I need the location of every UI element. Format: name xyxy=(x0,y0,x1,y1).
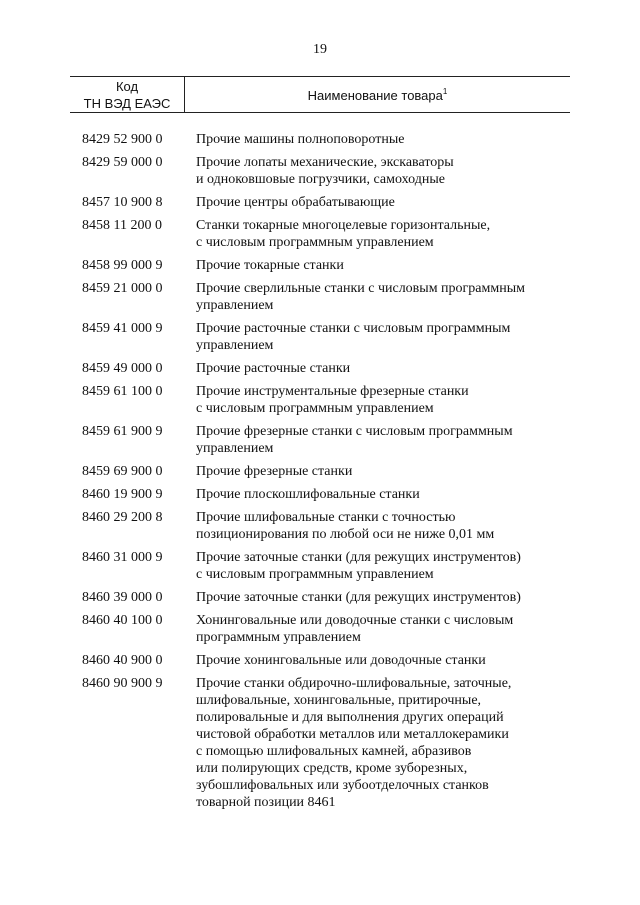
tnved-code: 8459 69 900 0 xyxy=(82,464,163,479)
goods-name-line: Прочие токарные станки xyxy=(196,258,344,273)
goods-name-line: Прочие хонинговальные или доводочные станки xyxy=(196,653,486,668)
table-row xyxy=(82,320,572,354)
goods-name-line: полировальные и для выполнения других операций xyxy=(196,710,504,725)
goods-name xyxy=(196,549,572,583)
table-row xyxy=(82,423,572,457)
header-name-column xyxy=(185,87,570,104)
table-row xyxy=(82,549,572,583)
goods-name-line: Прочие инструментальные фрезерные станки xyxy=(196,384,469,399)
goods-name xyxy=(196,589,572,606)
goods-name-line: управлением xyxy=(196,338,274,353)
goods-name xyxy=(196,612,572,646)
goods-name-line: Прочие плоскошлифовальные станки xyxy=(196,487,420,502)
tnved-code: 8459 21 000 0 xyxy=(82,281,163,296)
goods-name-line: чистовой обработки металлов или металлокерамики xyxy=(196,727,509,742)
tnved-code: 8460 40 900 0 xyxy=(82,653,163,668)
goods-name xyxy=(196,423,572,457)
goods-name xyxy=(196,194,572,211)
tnved-code: 8457 10 900 8 xyxy=(82,195,163,210)
table-row xyxy=(82,131,572,148)
table-row xyxy=(82,486,572,503)
goods-name xyxy=(196,280,572,314)
goods-name xyxy=(196,652,572,669)
goods-name-line: Прочие сверлильные станки с числовым программным xyxy=(196,281,525,296)
table-row xyxy=(82,194,572,211)
goods-name-line: Прочие машины полноповоротные xyxy=(196,132,405,147)
goods-name xyxy=(196,217,572,251)
goods-name-line: Прочие заточные станки (для режущих инструментов) xyxy=(196,550,521,565)
tnved-code: 8429 52 900 0 xyxy=(82,132,163,147)
table-row xyxy=(82,383,572,417)
tnved-code: 8460 31 000 9 xyxy=(82,550,163,565)
goods-name-line: Прочие станки обдирочно-шлифовальные, заточные, xyxy=(196,676,512,691)
goods-name-line: Станки токарные многоцелевые горизонтальные, xyxy=(196,218,491,233)
goods-name xyxy=(196,383,572,417)
goods-name xyxy=(196,154,572,188)
goods-name xyxy=(196,486,572,503)
goods-name-line: или полирующих средств, кроме зуборезных, xyxy=(196,761,468,776)
goods-name xyxy=(196,675,572,811)
table-row xyxy=(82,675,572,811)
tnved-code: 8459 49 000 0 xyxy=(82,361,163,376)
goods-name-line: с числовым программным управлением xyxy=(196,401,434,416)
goods-table-body xyxy=(82,131,572,817)
goods-name-line: зубошлифовальных или зубоотделочных станков xyxy=(196,778,489,793)
goods-name-line: с числовым программным управлением xyxy=(196,567,434,582)
goods-name-line: позиционирования по любой оси не ниже 0,01 мм xyxy=(196,527,495,542)
goods-name-line: Прочие лопаты механические, экскаваторы xyxy=(196,155,454,170)
table-row xyxy=(82,612,572,646)
tnved-code: 8460 40 100 0 xyxy=(82,613,163,628)
goods-name-line: с числовым программным управлением xyxy=(196,235,434,250)
table-row xyxy=(82,589,572,606)
tnved-code: 8429 59 000 0 xyxy=(82,155,163,170)
tnved-code: 8460 39 000 0 xyxy=(82,590,163,605)
table-row xyxy=(82,360,572,377)
goods-name-line: с помощью шлифовальных камней, абразивов xyxy=(196,744,472,759)
table-row xyxy=(82,217,572,251)
goods-name xyxy=(196,131,572,148)
tnved-code: 8459 41 000 9 xyxy=(82,321,163,336)
table-row xyxy=(82,257,572,274)
tnved-code: 8459 61 100 0 xyxy=(82,384,163,399)
goods-name-line: Хонинговальные или доводочные станки с числовым xyxy=(196,613,514,628)
goods-name xyxy=(196,463,572,480)
tnved-code: 8460 19 900 9 xyxy=(82,487,163,502)
tnved-code: 8460 90 900 9 xyxy=(82,676,163,691)
goods-name-line: шлифовальные, хонинговальные, притирочные, xyxy=(196,693,482,708)
goods-name-line: Прочие расточные станки xyxy=(196,361,351,376)
header-code-line2: ТН ВЭД ЕАЭС xyxy=(83,96,171,111)
goods-name-line: и одноковшовые погрузчики, самоходные xyxy=(196,172,445,187)
table-row xyxy=(82,509,572,543)
header-name-label: Наименование товара xyxy=(307,88,443,103)
header-code-line1: Код xyxy=(115,79,139,94)
table-header-rule xyxy=(70,112,570,113)
table-row xyxy=(82,463,572,480)
goods-name-line: Прочие расточные станки с числовым программным xyxy=(196,321,511,336)
header-footnote-mark: 1 xyxy=(442,87,448,96)
goods-name xyxy=(196,360,572,377)
goods-name-line: управлением xyxy=(196,298,274,313)
goods-name-line: Прочие центры обрабатывающие xyxy=(196,195,395,210)
tnved-code: 8458 99 000 9 xyxy=(82,258,163,273)
tnved-code: 8460 29 200 8 xyxy=(82,510,163,525)
goods-name-line: Прочие шлифовальные станки с точностью xyxy=(196,510,456,525)
goods-name-line: товарной позиции 8461 xyxy=(196,795,336,810)
tnved-code: 8459 61 900 9 xyxy=(82,424,163,439)
goods-name xyxy=(196,257,572,274)
goods-name xyxy=(196,509,572,543)
goods-name-line: Прочие фрезерные станки xyxy=(196,464,353,479)
tnved-code: 8458 11 200 0 xyxy=(82,218,162,233)
page-number: 19 xyxy=(313,42,327,57)
goods-name-line: программным управлением xyxy=(196,630,361,645)
goods-name-line: управлением xyxy=(196,441,274,456)
goods-name xyxy=(196,320,572,354)
goods-name-line: Прочие фрезерные станки с числовым программным xyxy=(196,424,513,439)
table-row xyxy=(82,154,572,188)
table-top-rule xyxy=(70,76,570,77)
table-row xyxy=(82,280,572,314)
header-code-column xyxy=(70,78,184,112)
goods-name-line: Прочие заточные станки (для режущих инструментов) xyxy=(196,590,521,605)
table-row xyxy=(82,652,572,669)
